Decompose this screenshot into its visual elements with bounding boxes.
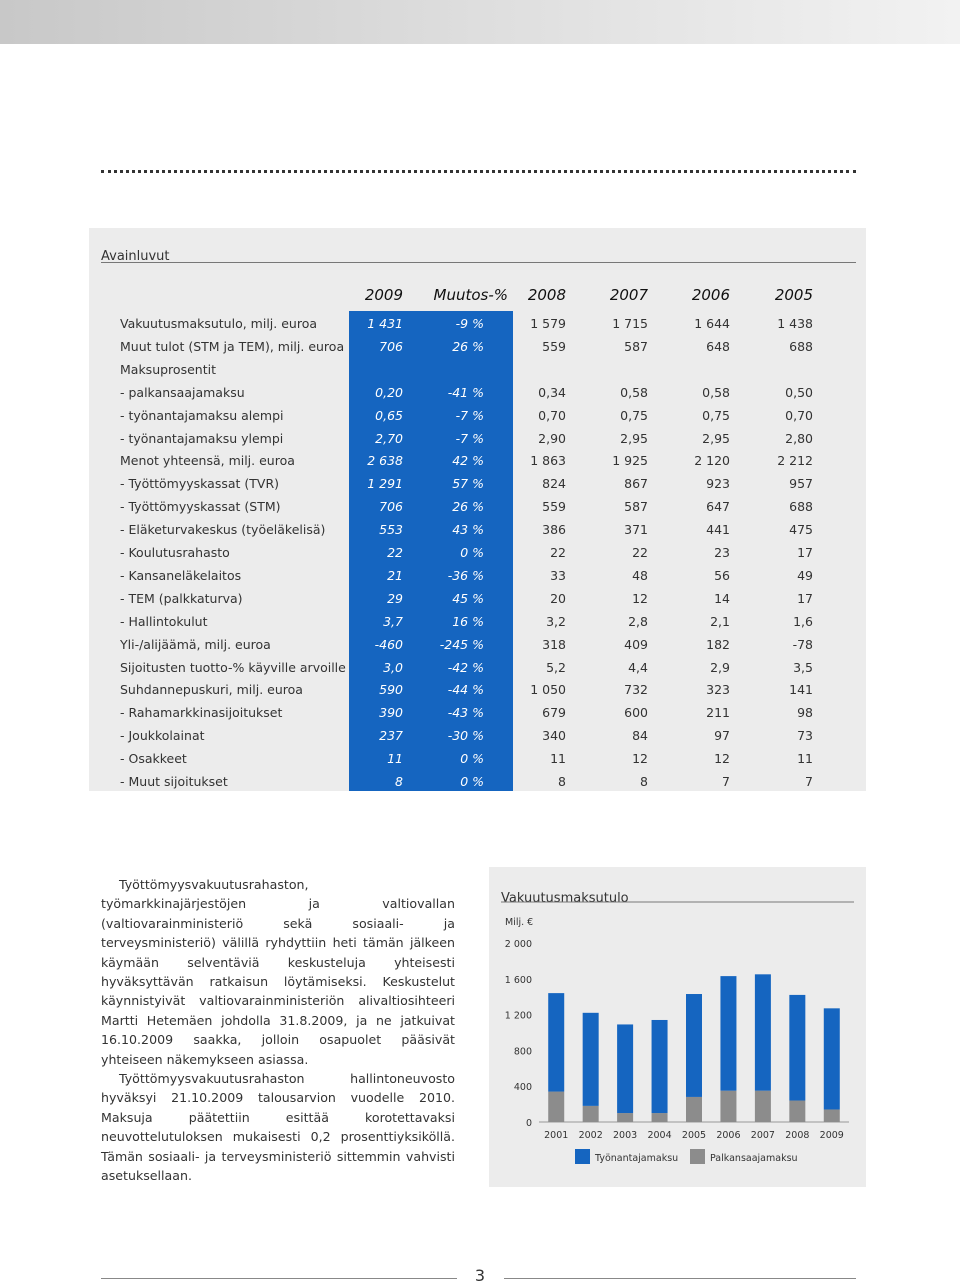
bar-tyonantajamaksu <box>824 1008 840 1109</box>
bar-tyonantajamaksu <box>789 995 805 1101</box>
table-cell: 3,5 <box>793 659 813 675</box>
table-cell: 1,6 <box>793 613 813 629</box>
x-tick-label: 2002 <box>578 1130 603 1141</box>
table-cell: 2 120 <box>694 453 730 469</box>
table-cell: -7 % <box>455 430 484 446</box>
bar-palkansaajamaksu <box>686 1097 702 1122</box>
table-cell: 824 <box>542 476 566 492</box>
table-cell: 688 <box>789 499 813 515</box>
x-tick-label: 2006 <box>716 1130 741 1141</box>
table-row <box>0 476 960 496</box>
bar-palkansaajamaksu <box>720 1091 736 1122</box>
table-cell: 679 <box>542 705 566 721</box>
row-label: Sijoitusten tuotto-% käyville arvoille <box>120 659 346 675</box>
table-cell: 20 <box>550 590 566 606</box>
table-cell: 648 <box>706 338 730 354</box>
table-cell: 1 644 <box>694 316 730 331</box>
table-cell: 441 <box>706 522 730 538</box>
row-label: - työnantajamaksu ylempi <box>120 430 284 446</box>
x-tick-label: 2008 <box>785 1130 810 1141</box>
x-tick-label: 2004 <box>647 1130 672 1141</box>
table-row <box>0 774 960 794</box>
table-cell: 3,0 <box>383 659 403 675</box>
bar-tyonantajamaksu <box>755 974 771 1090</box>
table-cell: 12 <box>632 751 648 767</box>
table-cell: 7 <box>805 774 813 789</box>
table-cell: 2 638 <box>367 453 403 469</box>
table-cell: 323 <box>706 682 730 698</box>
row-label: Muut tulot (STM ja TEM), milj. euroa <box>120 338 345 354</box>
table-cell: 0,75 <box>702 407 730 423</box>
table-cell: 1 863 <box>530 453 566 469</box>
table-cell: 0,50 <box>785 384 813 400</box>
legend-label-tyonantajamaksu: Työnantajamaksu <box>595 1153 679 1164</box>
table-cell: -7 % <box>455 407 484 423</box>
bar-palkansaajamaksu <box>548 1092 564 1122</box>
column-header: 2006 <box>691 286 730 304</box>
table-cell: 0,70 <box>785 407 813 423</box>
table-cell: 3,7 <box>383 613 403 629</box>
table-row <box>0 499 960 519</box>
table-row <box>0 453 960 473</box>
table-cell: 11 <box>797 751 813 767</box>
table-cell: 5,2 <box>546 659 566 675</box>
table-cell: 211 <box>706 705 730 721</box>
row-label: - palkansaajamaksu <box>120 384 245 400</box>
table-cell: 29 <box>387 590 403 606</box>
row-label: - TEM (palkkaturva) <box>120 590 243 606</box>
bar-tyonantajamaksu <box>686 994 702 1097</box>
column-header: Muutos-% <box>433 286 508 304</box>
table-cell: 559 <box>542 499 566 515</box>
table-row <box>0 385 960 405</box>
table-cell: 1 579 <box>530 316 566 331</box>
table-cell: 8 <box>558 774 566 789</box>
row-label: - Kansaneläkelaitos <box>120 567 242 583</box>
table-cell: 12 <box>714 751 730 767</box>
footer-line-right <box>504 1278 856 1279</box>
table-cell: 706 <box>379 338 403 354</box>
table-cell: 318 <box>542 636 566 652</box>
table-cell: 12 <box>632 590 648 606</box>
x-tick-label: 2001 <box>544 1130 569 1141</box>
table-cell: 22 <box>550 545 566 560</box>
table-cell: 957 <box>789 476 813 492</box>
bar-palkansaajamaksu <box>583 1106 599 1122</box>
table-cell: 182 <box>706 636 730 652</box>
table-cell: 48 <box>632 567 648 583</box>
row-label: Yli-/alijäämä, milj. euroa <box>120 636 271 652</box>
table-cell: 1 431 <box>367 316 403 331</box>
row-label: Vakuutusmaksutulo, milj. euroa <box>120 316 318 331</box>
table-cell: 0,58 <box>702 384 730 400</box>
chart-title: Vakuutusmaksutulo <box>501 891 629 906</box>
y-tick-label: 800 <box>513 1046 532 1058</box>
table-cell: 57 % <box>452 476 484 492</box>
bar-tyonantajamaksu <box>583 1013 599 1106</box>
table-cell: 1 291 <box>367 476 403 492</box>
table-cell: -41 % <box>447 384 484 400</box>
table-title-rule <box>101 262 856 263</box>
table-cell: 98 <box>797 705 813 721</box>
bar-palkansaajamaksu <box>824 1109 840 1122</box>
row-label: - Koulutusrahasto <box>120 545 230 560</box>
table-cell: 49 <box>797 567 813 583</box>
table-row <box>0 568 960 588</box>
table-cell: -42 % <box>447 659 484 675</box>
dotted-divider <box>101 170 856 173</box>
bar-tyonantajamaksu <box>617 1024 633 1113</box>
legend-label-palkansaajamaksu: Palkansaajamaksu <box>710 1153 798 1164</box>
footer-line-left <box>101 1278 457 1279</box>
table-row <box>0 339 960 359</box>
table-cell: 33 <box>550 567 566 583</box>
y-tick-label: 1 600 <box>504 974 532 986</box>
table-cell: 371 <box>624 522 648 538</box>
table-cell: 84 <box>632 728 648 744</box>
table-cell: 0,20 <box>375 384 403 400</box>
y-axis-unit-label: Milj. € <box>505 917 534 928</box>
table-row <box>0 408 960 428</box>
table-cell: 732 <box>624 682 648 698</box>
table-cell: 0,58 <box>620 384 648 400</box>
table-cell: 22 <box>387 545 403 560</box>
x-tick-label: 2003 <box>613 1130 638 1141</box>
table-title: Avainluvut <box>101 249 170 264</box>
row-label: - Rahamarkkinasijoitukset <box>120 705 283 721</box>
table-cell: 587 <box>624 338 648 354</box>
table-cell: 2,95 <box>620 430 648 446</box>
y-tick-label: 400 <box>513 1082 532 1094</box>
table-row <box>0 660 960 680</box>
table-cell: 43 % <box>452 522 484 538</box>
table-cell: -36 % <box>447 567 484 583</box>
table-cell: 0,70 <box>538 407 566 423</box>
table-row <box>0 362 960 382</box>
table-row <box>0 522 960 542</box>
table-cell: 56 <box>714 567 730 583</box>
table-cell: 2,90 <box>538 430 566 446</box>
row-label: - Työttömyyskassat (TVR) <box>120 476 280 492</box>
row-label: - Hallintokulut <box>120 613 208 629</box>
body-text <box>101 875 455 1186</box>
legend-swatch-palkansaajamaksu <box>690 1149 705 1164</box>
table-cell: 600 <box>624 705 648 721</box>
table-cell: 0 % <box>460 751 484 767</box>
table-cell: 45 % <box>452 590 484 606</box>
table-cell: 2,8 <box>628 613 648 629</box>
table-cell: 237 <box>379 728 403 744</box>
x-tick-label: 2007 <box>750 1130 775 1141</box>
table-row <box>0 705 960 725</box>
table-cell: 409 <box>624 636 648 652</box>
legend-swatch-tyonantajamaksu <box>575 1149 590 1164</box>
table-cell: 1 925 <box>612 453 648 469</box>
bar-palkansaajamaksu <box>617 1113 633 1122</box>
paragraph: Työttömyysvakuutusrahaston hallintoneuvosto hyväksyi 21.10.2009 talousarvion vuodelle 2010. Maksuja päätettiin esittää korotettavaksi neuvottelutuloksen mukaisesti 0,2 prosenttiyksiköllä. Tämän sosiaali- ja terveysministeriö sittemmin vahvisti asetuksellaan. <box>101 1071 455 1184</box>
row-label: - Työttömyyskassat (STM) <box>120 499 281 515</box>
table-cell: 0 % <box>460 774 484 789</box>
table-cell: 553 <box>379 522 403 538</box>
table-cell: -245 % <box>439 636 484 652</box>
table-row <box>0 591 960 611</box>
table-cell: 14 <box>714 590 730 606</box>
column-header: 2009 <box>364 286 403 304</box>
table-cell: 0,75 <box>620 407 648 423</box>
table-row <box>0 751 960 771</box>
y-tick-label: 0 <box>525 1118 532 1129</box>
table-cell: 0,65 <box>375 407 403 423</box>
table-row <box>0 316 960 336</box>
column-header: 2007 <box>609 286 648 304</box>
table-cell: 867 <box>624 476 648 492</box>
x-tick-label: 2009 <box>819 1130 844 1141</box>
table-cell: 26 % <box>452 499 484 515</box>
table-cell: 590 <box>379 682 403 698</box>
table-cell: 17 <box>797 590 813 606</box>
table-cell: 7 <box>722 774 730 789</box>
table-cell: 16 % <box>452 613 484 629</box>
table-cell: 21 <box>387 567 403 583</box>
y-tick-label: 1 200 <box>504 1010 532 1022</box>
table-cell: 73 <box>797 728 813 744</box>
row-label: - Eläketurvakeskus (työeläkelisä) <box>120 522 326 538</box>
paragraph: Työttömyysvakuutusrahaston, työmarkkinajärjestöjen ja valtiovallan (valtiovarainministeriö sekä sosiaali- ja terveysministeriö) välillä ryhdyttiin heti tämän jälkeen käymään selventäviä keskusteluja yhteisesti hyväksyttävän ratkaisun löytämiseksi. Keskustelut käynnistyivät valtiovarainministeriön alivaltiosihteeri Martti Hetemäen johdolla 31.8.2009, ja ne jatkuivat 16.10.2009 saakka, jolloin osapuolet pääsivät yhteiseen näkemykseen asiassa. <box>101 877 455 1067</box>
table-cell: 17 <box>797 545 813 560</box>
column-header: 2008 <box>527 286 566 304</box>
table-cell: 923 <box>706 476 730 492</box>
table-cell: -43 % <box>447 705 484 721</box>
table-cell: 0,34 <box>538 384 566 400</box>
table-cell: 8 <box>640 774 648 789</box>
table-cell: 647 <box>706 499 730 515</box>
table-cell: 386 <box>542 522 566 538</box>
row-label: - Osakkeet <box>120 751 187 767</box>
table-cell: -460 <box>374 636 403 652</box>
table-cell: 141 <box>789 682 813 698</box>
table-cell: 2,80 <box>785 430 813 446</box>
table-cell: 22 <box>632 545 648 560</box>
table-row <box>0 431 960 451</box>
table-cell: 0 % <box>460 545 484 560</box>
table-cell: 3,2 <box>546 613 566 629</box>
table-cell: 97 <box>714 728 730 744</box>
table-cell: 2,1 <box>710 613 730 629</box>
bar-palkansaajamaksu <box>789 1101 805 1122</box>
table-cell: 42 % <box>452 453 484 469</box>
x-tick-label: 2005 <box>681 1130 707 1141</box>
table-cell: 706 <box>379 499 403 515</box>
table-cell: 2,95 <box>702 430 730 446</box>
table-cell: 11 <box>387 751 403 767</box>
table-cell: 26 % <box>452 338 484 354</box>
table-cell: 1 050 <box>530 682 566 698</box>
table-cell: 4,4 <box>628 659 648 675</box>
row-label: - Joukkolainat <box>120 728 205 744</box>
table-row <box>0 614 960 634</box>
bar-palkansaajamaksu <box>755 1091 771 1122</box>
table-cell: 8 <box>395 774 403 789</box>
premium-income-chart <box>489 867 866 1187</box>
y-tick-label: 2 000 <box>504 939 532 950</box>
table-cell: 390 <box>379 705 403 721</box>
page-number: 3 <box>474 1266 486 1285</box>
table-cell: 2,9 <box>710 659 730 675</box>
row-label: - työnantajamaksu alempi <box>120 407 284 423</box>
table-row <box>0 545 960 565</box>
row-label: Menot yhteensä, milj. euroa <box>120 453 295 469</box>
table-cell: 475 <box>789 522 813 538</box>
table-cell: -44 % <box>447 682 484 698</box>
table-cell: -9 % <box>455 316 484 331</box>
bar-palkansaajamaksu <box>652 1113 668 1122</box>
bar-tyonantajamaksu <box>548 993 564 1091</box>
table-cell: 1 715 <box>612 316 648 331</box>
table-row <box>0 728 960 748</box>
row-label: - Muut sijoitukset <box>120 774 228 789</box>
table-cell: -78 <box>792 636 813 652</box>
bar-tyonantajamaksu <box>720 976 736 1091</box>
table-row <box>0 682 960 702</box>
table-cell: 2,70 <box>375 430 403 446</box>
table-cell: 1 438 <box>777 316 813 331</box>
table-cell: -30 % <box>447 728 484 744</box>
table-cell: 2 212 <box>777 453 813 469</box>
bar-tyonantajamaksu <box>652 1020 668 1113</box>
row-label: Maksuprosentit <box>120 361 216 377</box>
table-row <box>0 637 960 657</box>
table-cell: 587 <box>624 499 648 515</box>
table-cell: 23 <box>714 545 730 560</box>
table-cell: 688 <box>789 338 813 354</box>
row-label: Suhdannepuskuri, milj. euroa <box>120 682 303 698</box>
table-cell: 340 <box>542 728 566 744</box>
table-cell: 559 <box>542 338 566 354</box>
table-cell: 11 <box>550 751 566 767</box>
header-gradient-bar <box>0 0 960 44</box>
column-header: 2005 <box>774 286 813 304</box>
